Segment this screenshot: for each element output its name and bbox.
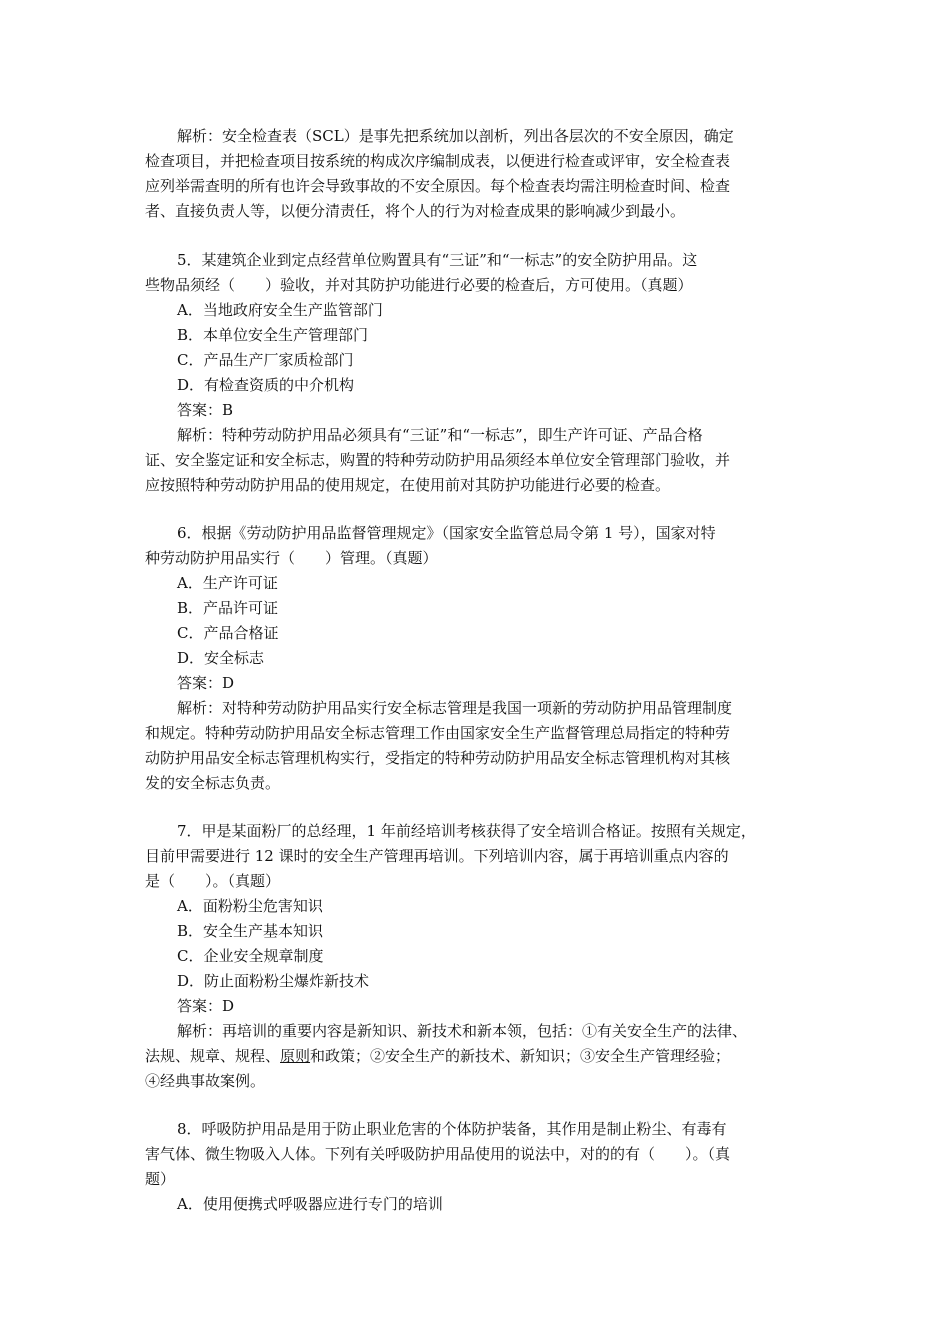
q8-stem: 害气体、微生物吸入人体。下列有关呼吸防护用品使用的说法中，对的的有（ ）。（真 — [145, 1145, 731, 1163]
intro-analysis-line: 应列举需查明的所有也许会导致事故的不安全原因。每个检查表均需注明检查时间、检查 — [145, 177, 731, 195]
q7-option-c: C．企业安全规章制度 — [177, 947, 324, 965]
q7-analysis: ④经典事故案例。 — [145, 1072, 266, 1090]
q6-option-b: B．产品许可证 — [177, 599, 279, 617]
q6-analysis: 解析：对特种劳动防护用品实行安全标志管理是我国一项新的劳动防护用品管理制度 — [177, 699, 733, 717]
q7-analysis-text: 和政策；②安全生产的新技术、新知识；③安全生产管理经验； — [310, 1047, 731, 1065]
intro-analysis-line: 解析：安全检查表（SCL）是事先把系统加以剖析，列出各层次的不安全原因，确定 — [177, 127, 734, 145]
q7-stem: 是（ ）。（真题） — [145, 872, 281, 890]
intro-analysis-line: 检查项目，并把检查项目按系统的构成次序编制成表，以便进行检查或评审，安全检查表 — [145, 152, 731, 170]
q5-answer: 答案：B — [177, 401, 234, 419]
q5-analysis: 证、安全鉴定证和安全标志，购置的特种劳动防护用品须经本单位安全管理部门验收，并 — [145, 451, 731, 469]
q5-stem: 5．某建筑企业到定点经营单位购置具有“三证”和“一标志”的安全防护用品。这 — [177, 251, 698, 269]
q5-analysis: 应按照特种劳动防护用品的使用规定，在使用前对其防护功能进行必要的检查。 — [145, 476, 671, 494]
q6-analysis: 和规定。特种劳动防护用品安全标志管理工作由国家安全生产监督管理总局指定的特种劳 — [145, 724, 731, 742]
q5-stem: 些物品须经（ ）验收，并对其防护功能进行必要的检查后，方可使用。（真题） — [145, 276, 693, 294]
q7-option-d: D．防止面粉粉尘爆炸新技术 — [177, 972, 370, 990]
q7-analysis — [145, 1046, 730, 1066]
q6-option-c: C．产品合格证 — [177, 624, 279, 642]
principle-link[interactable]: 原则 — [280, 1047, 311, 1065]
q8-option-a: A．使用便携式呼吸器应进行专门的培训 — [177, 1195, 443, 1213]
q6-analysis: 发的安全标志负责。 — [145, 774, 281, 792]
q5-option-b: B．本单位安全生产管理部门 — [177, 326, 369, 344]
q8-stem: 题） — [145, 1170, 176, 1188]
q5-analysis: 解析：特种劳动防护用品必须具有“三证”和“一标志”，即生产许可证、产品合格 — [177, 426, 703, 444]
q8-stem: 8．呼吸防护用品是用于防止职业危害的个体防护装备，其作用是制止粉尘、有毒有 — [177, 1120, 727, 1138]
q6-option-a: A．生产许可证 — [177, 574, 278, 592]
q5-option-d: D．有检查资质的中介机构 — [177, 376, 355, 394]
q6-stem: 6．根据《劳动防护用品监督管理规定》（国家安全监管总局令第 1 号），国家对特 — [177, 524, 716, 542]
q7-option-b: B．安全生产基本知识 — [177, 922, 324, 940]
q7-analysis-text: 法规、规章、规程、 — [145, 1047, 281, 1065]
q7-answer: 答案：D — [177, 997, 235, 1015]
q6-answer: 答案：D — [177, 674, 235, 692]
q5-option-c: C．产品生产厂家质检部门 — [177, 351, 354, 369]
q6-analysis: 动防护用品安全标志管理机构实行，受指定的特种劳动防护用品安全标志管理机构对其核 — [145, 749, 731, 767]
q7-analysis: 解析：再培训的重要内容是新知识、新技术和新本领，包括：①有关安全生产的法律、 — [177, 1022, 748, 1040]
q6-stem: 种劳动防护用品实行（ ）管理。（真题） — [145, 549, 438, 567]
intro-analysis-line: 者、直接负责人等，以便分清责任，将个人的行为对检查成果的影响减少到最小。 — [145, 202, 686, 220]
q7-option-a: A．面粉粉尘危害知识 — [177, 897, 323, 915]
q7-stem: 目前甲需要进行 12 课时的安全生产管理再培训。下列培训内容，属于再培训重点内容的 — [145, 847, 729, 865]
q6-option-d: D．安全标志 — [177, 649, 265, 667]
q7-stem: 7．甲是某面粉厂的总经理，1 年前经培训考核获得了安全培训合格证。按照有关规定， — [177, 822, 756, 840]
q5-option-a: A．当地政府安全生产监管部门 — [177, 301, 383, 319]
